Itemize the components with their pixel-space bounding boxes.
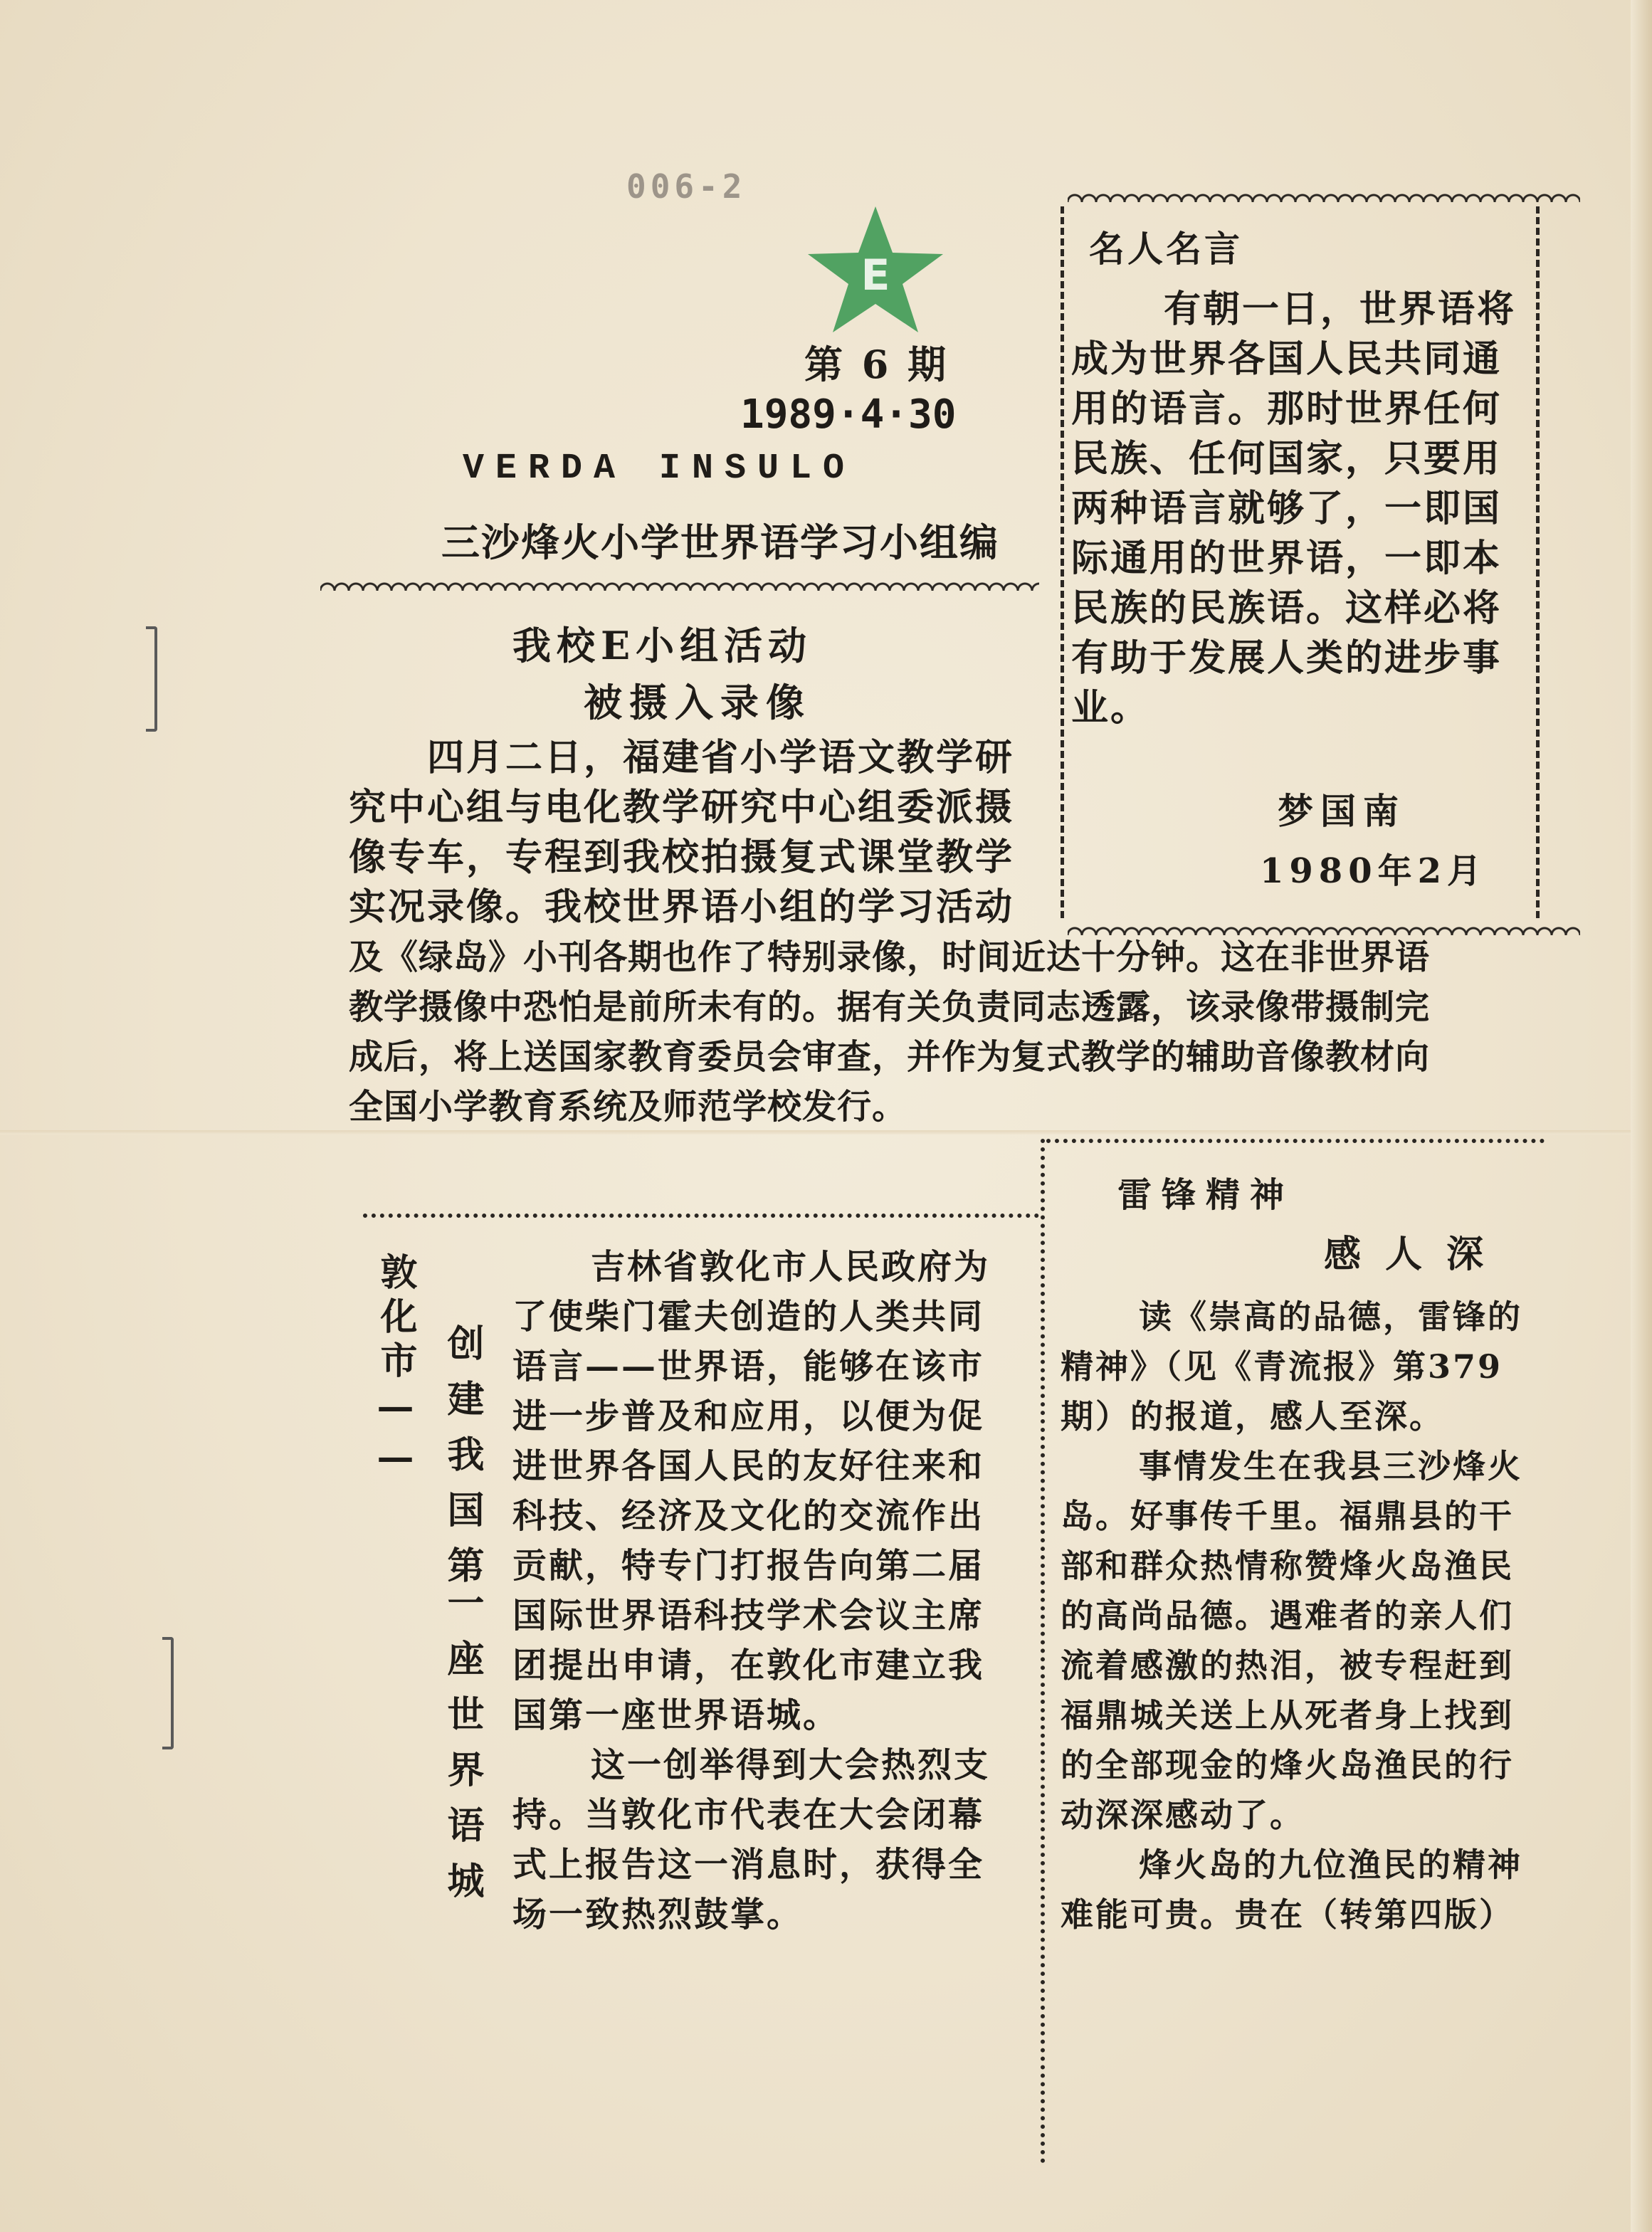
article2-line: 科技、经济及文化的交流作出 [512,1496,985,1536]
article2-line: 式上报告这一消息时，获得全 [512,1845,985,1885]
article3-line: 流着感激的热泪，被专程赶到 [1061,1646,1514,1685]
article3-subtitle: 感人深 [1324,1233,1508,1276]
article3-line: 烽火岛的九位渔民的精神 [1139,1846,1522,1884]
article3-line: 岛。好事传千里。福鼎县的干 [1061,1497,1514,1535]
quote-line: 两种语言就够了，一即国 [1071,487,1503,530]
article3-body [1061,1292,1559,1939]
article3-line: 福鼎城关送上从死者身上找到 [1061,1696,1514,1734]
article3-line: 精神》（见《青流报》第379 [1061,1347,1503,1386]
article2-line: 了使柴门霍夫创造的人类共同 [512,1297,985,1337]
svg-text:E: E [861,251,890,300]
article1-line: 及《绿岛》小刊各期也作了特别录像，时间近达十分钟。这在非世界语 [349,937,1431,977]
article3-line: 动深深感动了。 [1061,1796,1305,1834]
article3-line: 部和群众热情称赞烽火岛渔民 [1061,1547,1514,1585]
article1-line: 成后，将上送国家教育委员会审查，并作为复式教学的辅助音像教材向 [349,1037,1431,1077]
staple-bottom [162,1637,174,1749]
article1-body [349,733,1430,1132]
article2-line: 语言——世界语，能够在该市 [512,1347,985,1386]
article1-line: 实况录像。我校世界语小组的学习活动 [349,885,1015,929]
quote-date: 1980年2月 [1260,851,1487,891]
article3-line: 难能可贵。贵在（转第四版） [1061,1895,1514,1934]
article1-subtitle: 被摄入录像 [584,680,811,725]
article2-vertical-title-cont: 一座世界语城 [441,1584,484,1917]
paper-edge [1631,0,1652,2232]
article1-line: 四月二日，福建省小学语文教学研 [427,736,1015,779]
article2-line: 进一步普及和应用，以便为促 [512,1396,985,1436]
article1-line: 像专车，专程到我校拍摄复式课堂教学 [349,836,1015,879]
quote-line: 用的语言。那时世界任何 [1071,387,1503,431]
article3-line: 期）的报道，感人至深。 [1061,1397,1444,1436]
article2-vertical-label: 敦化市—— [374,1253,417,1486]
article2-line: 吉林省敦化市人民政府为 [591,1247,991,1287]
quote-body [1071,285,1527,733]
article3-line: 的高尚品德。遇难者的亲人们 [1061,1596,1514,1635]
article1-line: 教学摄像中恐怕是前所未有的。据有关负责同志透露，该录像带摄制完 [349,987,1431,1027]
article1-line: 全国小学教育系统及师范学校发行。 [349,1087,907,1127]
column-divider [1041,1139,1045,2164]
quote-box-right-border [1536,206,1540,918]
quote-line: 民族的民族语。这样必将 [1071,586,1503,630]
article2-line: 这一创举得到大会热烈支 [591,1745,991,1785]
publisher-line: 三沙烽火小学世界语学习小组编 [441,520,999,565]
article2-line: 贡献，特专门打报告向第二届 [512,1546,985,1586]
newsletter-title: VERDA INSULO [463,448,856,489]
quote-line: 有朝一日，世界语将 [1164,288,1517,331]
quote-line: 民族、任何国家，只要用 [1071,437,1503,480]
article2-vertical-title: 创建我国第 [441,1324,484,1601]
article2-line: 国际世界语科技学术会议主席 [512,1596,985,1636]
article2-line: 进世界各国人民的友好往来和 [512,1446,985,1486]
article2-line: 持。当敦化市代表在大会闭幕 [512,1795,985,1835]
staple-top [146,626,157,732]
masthead-wavy-rule [320,575,1039,591]
article3-title: 雷锋精神 [1117,1175,1295,1215]
quote-line: 际通用的世界语，一即本 [1071,537,1503,580]
article2-top-rule [363,1214,1039,1218]
article2-line: 团提出申请，在敦化市建立我 [512,1646,985,1685]
article3-top-rule [1046,1139,1545,1143]
article3-line: 事情发生在我县三沙烽火 [1139,1447,1522,1485]
quote-heading: 名人名言 [1089,228,1243,270]
issue-date: 1989·4·30 [740,391,957,438]
esperanto-star-icon [804,203,947,338]
quote-line: 业。 [1071,686,1150,730]
quote-line: 成为世界各国人民共同通 [1071,337,1503,381]
serial-number: 006-2 [626,167,747,206]
quote-author: 梦国南 [1278,790,1406,832]
article2-line: 国第一座世界语城。 [512,1695,840,1735]
article3-line: 读《崇高的品德，雷锋的 [1139,1297,1522,1336]
article1-line: 究中心组与电化教学研究中心组委派摄 [349,786,1015,829]
article3-line: 的全部现金的烽火岛渔民的行 [1061,1746,1514,1784]
issue-number: 第 6 期 [804,342,949,387]
article2-body [512,1242,1025,1939]
quote-box-top-border [1068,186,1580,202]
article2-line: 场一致热烈鼓掌。 [512,1895,804,1934]
quote-line: 有助于发展人类的进步事 [1071,636,1503,680]
article1-title: 我校E小组活动 [512,623,813,668]
